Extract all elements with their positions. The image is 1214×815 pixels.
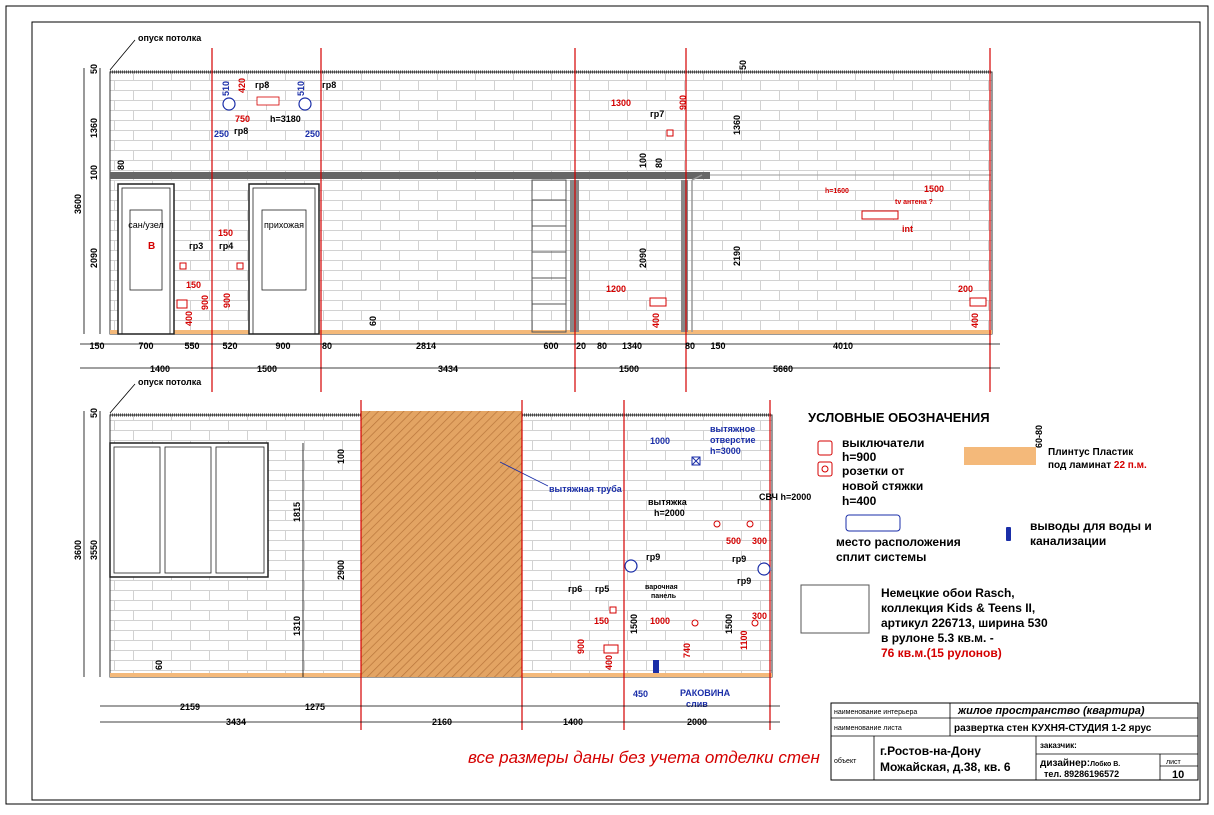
dim-row-1-label: 550 <box>184 341 200 351</box>
switch-icon <box>237 263 243 269</box>
gr8-label: гр8 <box>234 126 249 136</box>
dim-740: 740 <box>682 642 692 658</box>
light-fixture-icon <box>299 98 311 110</box>
dim-row-1-label: 80 <box>321 341 333 351</box>
ceiling-beam <box>110 172 710 179</box>
hood-label-1: вытяжка <box>648 497 687 507</box>
dim-900: 900 <box>200 294 210 310</box>
socket-icon <box>604 645 618 653</box>
gr3-label: гр3 <box>189 241 204 251</box>
dim-row-1-label: 150 <box>89 341 105 351</box>
legend-plinth-1: Плинтус Пластик <box>1048 447 1134 458</box>
dim-row-bottom-label: 2159 <box>179 702 201 712</box>
dim-2900: 2900 <box>336 559 346 580</box>
val-interior: жилое пространство (квартира) <box>958 705 1145 717</box>
top-elevation <box>73 33 1000 392</box>
vent-label-1: вытяжное <box>710 424 756 434</box>
dim-row-1-label: 600 <box>543 341 559 351</box>
dim-60: 60 <box>368 315 378 326</box>
dim-1000: 1000 <box>650 616 671 626</box>
dim-row-1-label: 2814 <box>415 341 437 351</box>
dim-450-blue: 450 <box>633 689 649 699</box>
dim-left-3600b: 3600 <box>73 539 83 560</box>
dim-row-2-label: 1500 <box>256 364 278 374</box>
dim-row-bottom-label: 3434 <box>225 717 247 727</box>
legend-sockets-2: новой стяжки <box>842 479 924 493</box>
gr9-label: гр9 <box>646 552 661 562</box>
dim-left-100: 100 <box>89 164 99 180</box>
light-fixture-icon <box>758 563 770 575</box>
room-label-bathroom: сан/узел <box>128 220 164 230</box>
dim-400c: 400 <box>970 312 980 328</box>
switch-icon <box>610 607 616 613</box>
address-2: Можайская, д.38, кв. 6 <box>880 760 1011 774</box>
water-legend-icon <box>1006 527 1011 541</box>
dim-row-1-label: 900 <box>275 341 291 351</box>
gr6-label: гр6 <box>568 584 583 594</box>
dim-row-bottom-label: 2000 <box>686 717 708 727</box>
room-label-hallway: прихожая <box>263 220 305 230</box>
dim-left-3600: 3600 <box>73 193 83 214</box>
gr7-label: гр7 <box>650 109 665 119</box>
bottom-elevation <box>73 377 811 730</box>
water-outlet-icon <box>653 660 659 673</box>
pipe-label: вытяжная труба <box>549 484 622 494</box>
legend-water-2: канализации <box>1030 534 1107 548</box>
dim-1500b: 1500 <box>724 613 734 634</box>
dim-1500: 1500 <box>924 184 945 194</box>
dim-row-2-label: 3434 <box>437 364 459 374</box>
dim-80b: 80 <box>654 157 664 168</box>
dim-right-50: 50 <box>738 59 748 70</box>
hood-socket-icon <box>714 521 720 527</box>
dim-1300: 1300 <box>611 98 632 108</box>
dim-row-bottom-label: 2160 <box>431 717 453 727</box>
list-number: 10 <box>1172 769 1185 781</box>
dim-150b: 150 <box>186 280 202 290</box>
vent-label-2: отверстие <box>710 435 756 445</box>
dim-1500: 1500 <box>629 613 639 634</box>
dim-1000-blue: 1000 <box>650 436 671 446</box>
dim-500: 500 <box>726 536 742 546</box>
switch-icon <box>667 130 673 136</box>
dim-row-bottom-label: 1275 <box>304 702 326 712</box>
dim-row-2-label: 1400 <box>149 364 171 374</box>
microwave-label: СВЧ h=2000 <box>759 492 812 502</box>
top-wall <box>110 72 992 334</box>
dim-900c: 900 <box>678 94 688 110</box>
height-3180: h=3180 <box>270 114 301 124</box>
address-1: г.Ростов-на-Дону <box>880 744 981 758</box>
lbl-client: заказчик: <box>1040 741 1077 750</box>
plinth-legend-icon <box>964 447 1036 465</box>
dim-150: 150 <box>594 616 610 626</box>
dim-row-2-label: 5660 <box>772 364 794 374</box>
dim-80: 80 <box>116 159 126 170</box>
dim-row-1-label: 700 <box>138 341 154 351</box>
ceiling-label-bottom: опуск потолка <box>138 377 202 387</box>
dim-420: 420 <box>237 77 247 93</box>
dim-row-1-label: 4010 <box>832 341 854 351</box>
dim-left-1360: 1360 <box>89 117 99 138</box>
dim-300: 300 <box>752 536 768 546</box>
lbl-interior: наименование интерьера <box>834 709 918 716</box>
dim-1310: 1310 <box>292 615 302 636</box>
hood-label-2: h=2000 <box>654 508 685 518</box>
gr8-label: гр8 <box>255 80 270 90</box>
legend-wallpaper-3: артикул 226713, ширина 530 <box>881 616 1048 630</box>
tv-socket-block-icon <box>862 211 898 219</box>
dim-510: 510 <box>221 80 231 96</box>
dim-left-2090: 2090 <box>89 247 99 268</box>
split-system-legend-icon <box>846 515 900 531</box>
title-block <box>831 703 1198 781</box>
lbl-list: лист <box>1166 759 1181 766</box>
dim-row-1-label: 520 <box>222 341 238 351</box>
gr9-label: гр9 <box>737 576 752 586</box>
cooktop-label-1: варочная <box>645 584 678 591</box>
dim-400: 400 <box>184 310 194 326</box>
sink-label-1: РАКОВИНА <box>680 688 731 698</box>
light-fixture-icon <box>625 560 637 572</box>
gr5-label: гр5 <box>595 584 610 594</box>
dim-1815: 1815 <box>292 501 302 522</box>
dim-400: 400 <box>604 654 614 670</box>
socket-legend-icon <box>818 462 832 476</box>
legend-switches: выключатели <box>842 436 925 450</box>
window <box>110 443 268 577</box>
legend <box>801 410 1152 660</box>
legend-split-2: сплит системы <box>836 550 927 564</box>
dim-100: 100 <box>638 152 648 168</box>
lbl-object: объект <box>834 758 857 765</box>
socket-icon <box>970 298 986 306</box>
dim-900b: 900 <box>222 292 232 308</box>
dim-300b: 300 <box>752 611 768 621</box>
dim-row-1-label: 1340 <box>621 341 643 351</box>
dim-250b: 250 <box>305 129 321 139</box>
gr8-label: гр8 <box>322 80 337 90</box>
gr4-label: гр4 <box>219 241 234 251</box>
dim-100b: 100 <box>336 448 346 464</box>
dim-row-1-label: 150 <box>710 341 726 351</box>
sink-label-2: слив <box>686 699 708 709</box>
height-1600: h=1600 <box>825 188 849 195</box>
b-marker: В <box>148 241 156 252</box>
microwave-socket-icon <box>747 521 753 527</box>
designer: дизайнер:Лобко В. <box>1040 758 1121 769</box>
dim-2090b: 2090 <box>638 247 648 268</box>
dim-400b: 400 <box>651 312 661 328</box>
legend-plinth-dim: 60-80 <box>1034 424 1044 448</box>
light-fixture-icon <box>223 98 235 110</box>
dim-750: 750 <box>235 114 251 124</box>
switch-icon <box>180 263 186 269</box>
dim-left-50: 50 <box>89 63 99 74</box>
legend-sockets-h: h=400 <box>842 494 877 508</box>
cooktop-label-2: панель <box>651 593 676 600</box>
gr9-label: гр9 <box>732 554 747 564</box>
phone: тел. 89286196572 <box>1044 769 1120 779</box>
dim-row-1-label: 80 <box>684 341 696 351</box>
dim-900: 900 <box>576 638 586 654</box>
socket-block-icon <box>257 97 279 105</box>
dim-row-1-label: 80 <box>596 341 608 351</box>
legend-wallpaper-qty: 76 кв.м.(15 рулонов) <box>881 646 1002 660</box>
dim-right-1360: 1360 <box>732 114 742 135</box>
dim-row-bottom-label: 1400 <box>562 717 584 727</box>
legend-switches-h: h=900 <box>842 450 877 464</box>
dim-1200: 1200 <box>606 284 627 294</box>
legend-water-1: выводы для воды и <box>1030 519 1152 533</box>
legend-sockets-1: розетки от <box>842 464 905 478</box>
dim-row-2-label: 1500 <box>618 364 640 374</box>
legend-title: УСЛОВНЫЕ ОБОЗНАЧЕНИЯ <box>808 410 990 425</box>
column-right <box>681 180 688 332</box>
vent-label-3: h=3000 <box>710 446 741 456</box>
ceiling-label-top: опуск потолка <box>138 33 202 43</box>
legend-wallpaper-2: коллекция Kids & Teens II, <box>881 601 1036 615</box>
dimensions-note: все размеры даны без учета отделки стен <box>468 748 820 767</box>
wallpaper-swatch <box>801 585 869 633</box>
dim-510b: 510 <box>296 80 306 96</box>
legend-wallpaper-4: в рулоне 5.3 кв.м. - <box>881 631 994 645</box>
legend-wallpaper-1: Немецкие обои Rasch, <box>881 586 1015 600</box>
val-sheet: развертка стен КУХНЯ-СТУДИЯ 1-2 ярус <box>954 723 1152 734</box>
internet-label: int <box>902 224 913 234</box>
legend-plinth-2: под ламинат 22 п.м. <box>1048 460 1147 471</box>
dim-150: 150 <box>218 228 234 238</box>
dim-1100: 1100 <box>739 630 749 650</box>
dim-left-3550: 3550 <box>89 539 99 560</box>
tv-antenna-label: tv антена ? <box>895 199 933 206</box>
cooktop-socket-icon <box>692 620 698 626</box>
dim-right-2190: 2190 <box>732 245 742 266</box>
dim-left-50b: 50 <box>89 407 99 418</box>
exhaust-pipe-box <box>361 411 522 677</box>
dim-row-1-label: 20 <box>575 341 587 351</box>
switch-legend-icon <box>818 441 832 455</box>
lbl-sheet: наименование листа <box>834 725 902 732</box>
socket-icon <box>177 300 187 308</box>
socket-icon <box>650 298 666 306</box>
legend-split-1: место расположения <box>836 535 961 549</box>
dim-60b: 60 <box>154 659 164 670</box>
dim-250: 250 <box>214 129 230 139</box>
dim-200: 200 <box>958 284 974 294</box>
